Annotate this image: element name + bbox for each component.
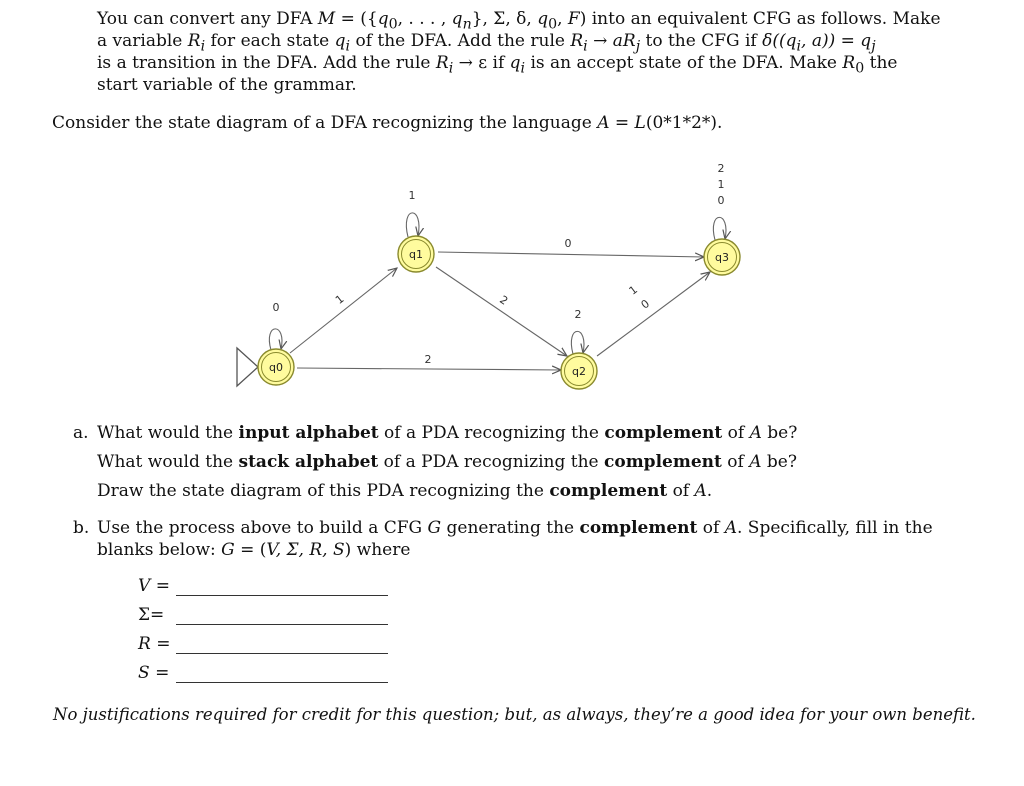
label-loop-q3-1: 1 [717,178,725,191]
consider-text: Consider the state diagram of a DFA recognizing the language [52,113,598,133]
math-sub: i [200,38,206,55]
edge-q2-q3 [597,272,710,356]
part-a-marker: a. [73,423,89,443]
blank-Sigma-label [138,605,164,625]
intro-text: = ({ [335,9,378,29]
blank-R-line[interactable] [176,652,388,654]
part-a-line-3 [97,481,712,501]
math-delta: , a)) = q [801,31,872,51]
part-b-text: = ( [234,540,267,560]
start-arrow [237,348,258,386]
math-A: A [749,423,762,443]
part-a-text: What would the [97,423,239,443]
part-b-text: generating the [441,518,580,538]
blank-S-line[interactable] [176,681,388,683]
part-a-text: Draw the state diagram of this PDA recognizing the [97,481,550,501]
footer-note: No justifications required for credit for this question; but, as always, they’re a good idea for your own benefit. [53,705,976,724]
part-a-line-1 [97,423,797,443]
intro-text: for each state [205,31,335,51]
math-G: G [221,540,235,560]
math-R: R [570,31,584,51]
part-b-text: blanks below: [97,540,222,560]
math-q: q [509,53,521,73]
part-b-text: ) where [344,540,411,560]
state-label-q3: q3 [715,251,729,264]
state-q1 [398,236,434,272]
label-edge-q0-q1: 1 [332,292,347,307]
math-tuple: V, Σ, R, S [266,540,345,560]
math-sub: 0 [548,16,558,33]
part-b-text: of [697,518,725,538]
math-V: V [138,576,151,596]
math-sub: i [520,60,526,77]
label-loop-q3-0: 0 [717,194,725,207]
intro-text: ) into an equivalent CFG as follows. Make [579,9,941,29]
loop-q0 [269,329,282,350]
math-A: A [694,481,707,501]
part-a-line-2 [97,452,797,472]
part-a-text: of [721,452,750,472]
blank-V-label [138,576,170,596]
label-edge-q1-q3: 0 [564,237,572,250]
math-eq: = [156,634,171,654]
part-b-text: . Specifically, fill in the [737,518,933,538]
edge-q0-q2 [297,368,561,370]
state-label-q0: q0 [269,361,283,374]
label-loop-q1: 1 [408,189,416,202]
edge-q1-q2 [436,267,567,356]
blank-V-line[interactable] [176,594,388,596]
part-a-text: be? [761,423,798,443]
math-sub: 0 [855,60,865,77]
label-edge-q0-q2: 2 [424,353,432,366]
math-eq: = [150,605,165,625]
math-expr: (0*1*2*). [645,113,723,133]
math-sub: i [448,60,454,77]
part-a-bold: complement [604,423,723,443]
loop-q3 [713,217,726,240]
math-sub: i [583,38,588,55]
math-sub: i [345,38,351,55]
math-A: A [749,452,762,472]
part-b-line-2 [97,540,410,560]
label-loop-q0: 0 [272,301,280,314]
math-Sigma: Σ [138,605,151,625]
part-a-text: . [706,481,713,501]
math-eq: = [155,576,170,596]
part-a-bold: input alphabet [238,423,379,443]
edge-q1-q3 [438,252,704,257]
part-b-marker: b. [73,518,90,538]
label-edge-q2-q3-0: 0 [638,297,653,312]
math-q: q [451,9,463,29]
math-delta: δ((q [762,31,797,51]
math-R: R [842,53,856,73]
math-S: S [138,663,150,683]
math-aR: aR [612,31,636,51]
math-F: F [567,9,580,29]
math-eq: = [609,113,635,133]
blank-R-label [138,634,170,654]
intro-text: You can convert any DFA [97,9,318,29]
part-a-text: of a PDA recognizing the [378,452,604,472]
math-q: q [377,9,389,29]
math-G: G [427,518,442,538]
math-sub: 0 [388,16,398,33]
label-edge-q2-q3-1: 1 [626,283,641,298]
math-sub: n [462,16,472,33]
math-M: M [317,9,336,29]
math-A: A [597,113,610,133]
state-q3 [704,239,740,275]
state-q0 [258,349,294,385]
math-q: q [334,31,346,51]
math-R: R [435,53,449,73]
intro-text: }, Σ, δ, [471,9,538,29]
part-a-text: What would the [97,452,239,472]
loop-q1 [406,213,419,237]
intro-text: is a transition in the DFA. Add the rule [97,53,436,73]
math-A: A [724,518,737,538]
blank-Sigma-line[interactable] [176,623,388,625]
intro-text: a variable [97,31,188,51]
part-a-text: of a PDA recognizing the [378,423,605,443]
math-L: L [634,113,646,133]
state-q2 [561,353,597,389]
part-b-text: Use the process above to build a CFG [97,518,428,538]
intro-text: the [864,53,898,73]
intro-text: , [557,9,568,29]
intro-text: start variable of the grammar. [97,75,357,95]
math-R: R [187,31,201,51]
part-a-bold: complement [604,452,722,472]
intro-text: → ε if [453,53,510,73]
part-b-line-1 [97,518,933,538]
label-edge-q1-q2: 2 [497,293,511,308]
intro-text: is an accept state of the DFA. Make [525,53,843,73]
math-sub: j [871,38,876,55]
state-label-q2: q2 [572,365,586,378]
part-a-text: of [667,481,695,501]
math-sub: i [796,38,802,55]
intro-text: , . . . , [397,9,452,29]
loop-q2 [571,331,584,354]
part-a-text: be? [761,452,797,472]
label-loop-q2: 2 [574,308,582,321]
math-q: q [537,9,549,29]
part-b-bold: complement [579,518,698,538]
math-R: R [138,634,151,654]
blank-S-label [138,663,169,683]
label-loop-q3-2: 2 [717,162,725,175]
intro-text: of the DFA. Add the rule [350,31,571,51]
state-label-q1: q1 [409,248,423,261]
part-a-text: of [722,423,750,443]
edge-q0-q1 [290,268,397,353]
intro-text: to the CFG if [640,31,763,51]
math-sub: j [635,38,641,55]
part-a-bold: stack alphabet [238,452,379,472]
math-arrow: → [587,31,613,51]
part-a-bold: complement [549,481,668,501]
math-eq: = [155,663,170,683]
